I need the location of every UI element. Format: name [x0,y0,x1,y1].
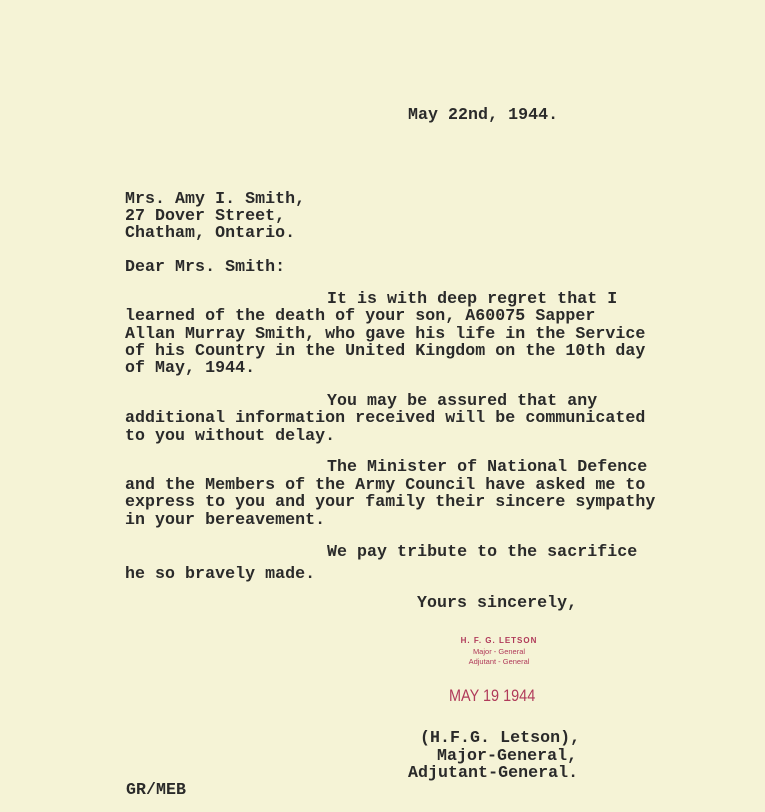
address-line: 27 Dover Street, [125,206,286,225]
paragraph-line: to you without delay. [125,426,336,445]
paragraph-line: and the Members of the Army Council have asked me to [125,475,646,494]
received-date-stamp: MAY 19 1944 [449,686,536,705]
address-line: Mrs. Amy I. Smith, [125,189,306,208]
signature-line: (H.F.G. Letson), [420,728,581,747]
stamp-rank: Major - General [472,647,526,656]
address-line: Chatham, Ontario. [125,223,296,242]
reference-initials: GR/MEB [126,780,187,799]
signature-line: Adjutant-General. [408,763,579,782]
salutation: Dear Mrs. Smith: [125,257,286,276]
paragraph-line: in your bereavement. [125,510,326,529]
paragraph-line: The Minister of National Defence [327,457,648,476]
paragraph-line: of May, 1944. [125,358,256,377]
paragraph-line: Allan Murray Smith, who gave his life in the Service [125,324,646,343]
paragraph-line: he so bravely made. [125,564,316,583]
paragraph-line: express to you and your family their sincere sympathy [125,492,656,511]
paragraph-line: We pay tribute to the sacrifice [327,542,638,561]
stamp-title: Adjutant - General [468,657,530,666]
paragraph-line: learned of the death of your son, A60075 Sapper [125,306,596,325]
paragraph-line: of his Country in the United Kingdom on the 10th day [125,341,646,360]
paragraph-line: It is with deep regret that I [327,289,618,308]
paragraph-line: You may be assured that any [327,391,598,410]
signature-line: Major-General, [437,746,578,765]
letter-date: May 22nd, 1944. [408,105,559,124]
closing: Yours sincerely, [417,593,578,612]
paragraph-line: additional information received will be communicated [125,408,646,427]
stamp-name: H. F. G. LETSON [460,636,538,645]
